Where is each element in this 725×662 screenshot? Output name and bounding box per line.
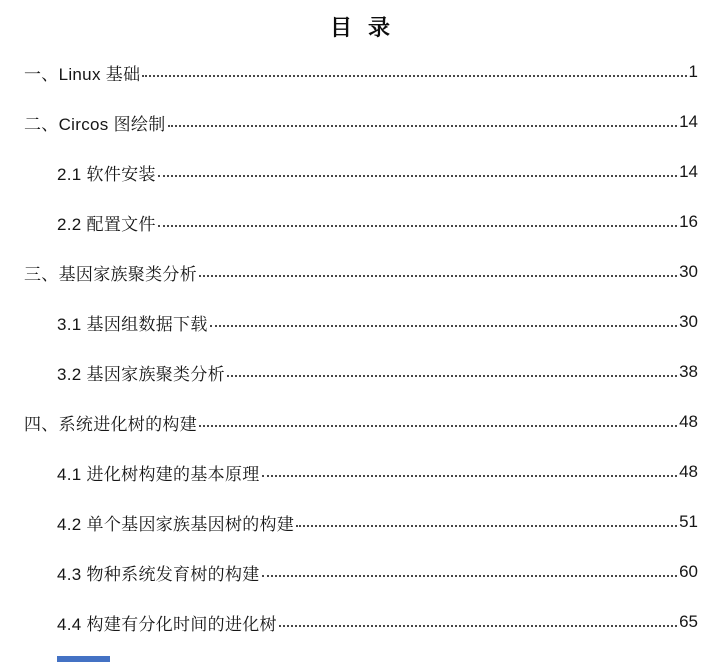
toc-entry-page-number: 14 [679,112,698,131]
dot-leader [142,75,686,77]
dot-leader [199,425,677,427]
toc-entry-label: 3.1 基因组数据下载 [57,314,208,334]
toc-entry-page-number: 1 [688,62,698,81]
toc-entry-page-number: 48 [679,412,698,431]
toc-entry-page-number: 48 [679,462,698,481]
toc-entry[interactable] [24,497,698,547]
toc-entry[interactable] [24,397,698,447]
toc-entry-page-number: 16 [679,212,698,231]
dot-leader [158,175,677,177]
toc-entry[interactable] [24,297,698,347]
dot-leader [279,625,677,627]
toc-entry[interactable] [24,147,698,197]
toc-entry-page-number: 30 [679,262,698,281]
toc-entry-label: 四、系统进化树的构建 [24,414,197,434]
toc-entry[interactable] [24,247,698,297]
dot-leader [210,325,677,327]
toc-entry-label: 二、Circos 图绘制 [24,114,166,134]
toc-entry-label: 2.2 配置文件 [57,214,156,234]
toc-entry-page-number: 65 [679,612,698,631]
dot-leader [199,275,677,277]
dot-leader [262,575,678,577]
toc-entry-page-number: 14 [679,162,698,181]
toc-entry[interactable] [24,47,698,97]
toc-title: 目 录 [329,15,396,40]
dot-leader [296,525,677,527]
dot-leader [168,125,678,127]
toc-entry-label: 4.1 进化树构建的基本原理 [57,464,260,484]
toc-entry-page-number: 38 [679,362,698,381]
toc-entry-label: 4.4 构建有分化时间的进化树 [57,614,277,634]
toc-entry-label: 三、基因家族聚类分析 [24,264,197,284]
toc-entry-label: 3.2 基因家族聚类分析 [57,364,225,384]
toc-entry-label: 一、Linux 基础 [24,64,141,84]
toc-entry-label: 4.3 物种系统发育树的构建 [57,564,260,584]
dot-leader [262,475,678,477]
toc-entry[interactable] [24,447,698,497]
toc-entry-page-number: 51 [679,512,698,531]
dot-leader [227,375,677,377]
toc-entry-label: 4.2 单个基因家族基因树的构建 [57,514,295,534]
toc-entry[interactable] [24,97,698,147]
toc-entry[interactable] [24,197,698,247]
toc-entry-page-number: 60 [679,562,698,581]
toc-entry[interactable] [24,347,698,397]
toc-entry-label: 2.1 软件安装 [57,164,156,184]
toc-entry[interactable] [24,547,698,597]
next-page-heading-accent-bar [57,656,110,662]
dot-leader [158,225,677,227]
toc-list [0,47,725,647]
toc-entry-page-number: 30 [679,312,698,331]
toc-entry[interactable] [24,597,698,647]
